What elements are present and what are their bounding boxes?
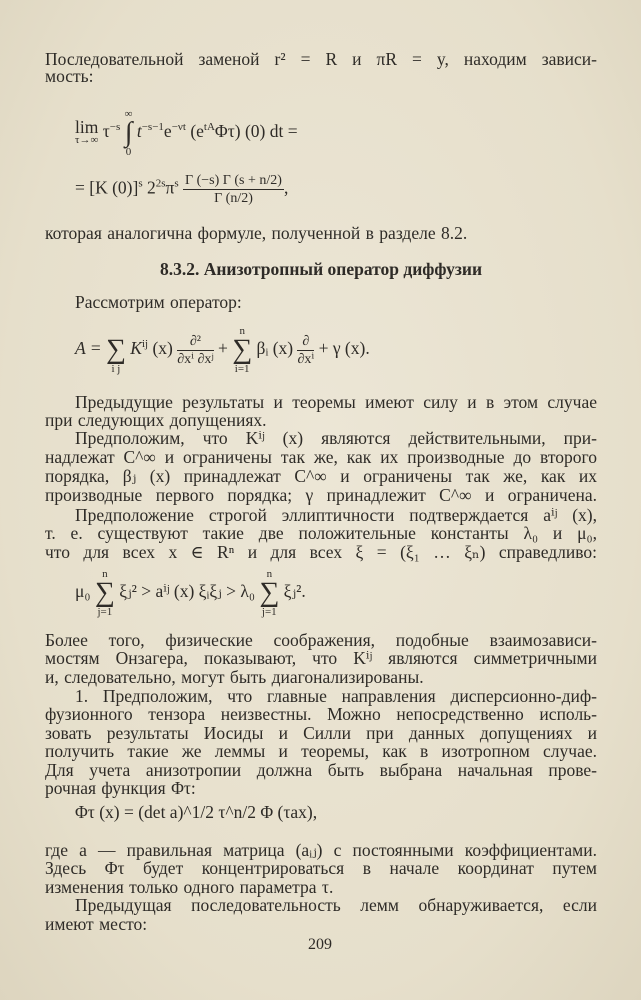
text-line: надлежат C^∞ и ограничены так же, как их производные до второго — [45, 447, 597, 467]
text-line: порядка, βⱼ (x) принадлежат C^∞ и ограничены так же, как их — [45, 466, 597, 486]
text-line: Предыдущая последовательность лемм обнаруживается, если — [75, 895, 597, 915]
text-line: производные первого порядка; γ принадлежит C^∞ и ограничена. — [45, 485, 597, 505]
section-heading: 8.3.2. Анизотропный оператор диффузии — [159, 259, 483, 279]
text-line: которая аналогична формуле, полученной в разделе 8.2. — [45, 223, 468, 243]
text-line: при следующих допущениях. — [45, 410, 267, 430]
result-formula: = [K (0)]$^s$ $2^{2s}\pi^s$ $\frac{\Gamma (-s) \Gamma (s + n/2)}{\Gamma (n/2)}$ , — [75, 173, 289, 206]
phi-formula: Φτ (x) = (det a)^1/2 τ^n/2 Φ (τax), — [75, 802, 318, 822]
text-line: что для всех x ∈ Rⁿ и для всех ξ = (ξ₁ … ξₙ) справедливо: — [45, 542, 597, 562]
text-line: получить такие же леммы и теоремы, как в изотропном случае. — [45, 741, 597, 761]
text-line: имеют место: — [45, 914, 148, 934]
text-line: фузионного тензора неизвестны. Можно непосредственно исполь- — [45, 704, 597, 724]
text-line: т. е. существуют такие две положительные константы λ₀ и μ₀, — [45, 523, 597, 543]
page-number: 209 — [308, 936, 332, 953]
text-line: Здесь Φτ будет концентрироваться в начале координат путем — [45, 858, 597, 878]
text-line: Для учета анизотропии должна быть выбрана начальная прове- — [45, 760, 597, 780]
text-line: изменения только одного параметра τ. — [45, 877, 334, 897]
text-line: мость: — [45, 66, 94, 86]
text-line: Предположение строгой эллиптичности подтверждается aⁱʲ (x), — [75, 505, 597, 525]
text-line: Предыдущие результаты и теоремы имеют силу и в этом случае — [75, 392, 597, 412]
text-line: рочная функция Φτ: — [45, 778, 196, 798]
limit-formula: lim τ→∞ $\tau^{-s}$ ∞ ∫ 0 $t^{-s-1}e^{-\nu t}$ $(e^{tA}\Phi\tau)$ (0) dt = — [75, 108, 298, 158]
text-line: зовать результаты Иосиды и Силли при данных допущениях и — [45, 723, 597, 743]
text-line: Рассмотрим оператор: — [75, 292, 242, 312]
text-line: Предположим, что Kⁱʲ (x) являются действительными, при- — [75, 428, 597, 448]
text-line: 1. Предположим, что главные направления дисперсионно-диф- — [75, 686, 597, 706]
operator-formula: A = ∑ i j $K^{ij}$ (x) $\frac{\text{∂²}}{\text{∂xⁱ ∂xʲ}}$ + n ∑ i=1 βᵢ (x) $\frac{\partial}{\text{∂xⁱ}}$ + γ (x). — [75, 325, 370, 375]
text-line: и, следовательно, могут быть диагонализированы. — [45, 667, 424, 687]
text-line: мостям Онзагера, показывают, что Kⁱʲ являются симметричными — [45, 648, 597, 668]
text-line: где a — правильная матрица (aᵢⱼ) с постоянными коэффициентами. — [45, 840, 597, 860]
text-line: Более того, физические соображения, подобные взаимозависи- — [45, 630, 597, 650]
text-line: Последовательной заменой r² = R и πR = y, находим зависи- — [45, 49, 597, 69]
ellipticity-formula: μ₀ n ∑ j=1 ξⱼ² > aⁱʲ (x) ξᵢξⱼ > λ₀ n ∑ j=1 ξⱼ². — [75, 568, 306, 618]
